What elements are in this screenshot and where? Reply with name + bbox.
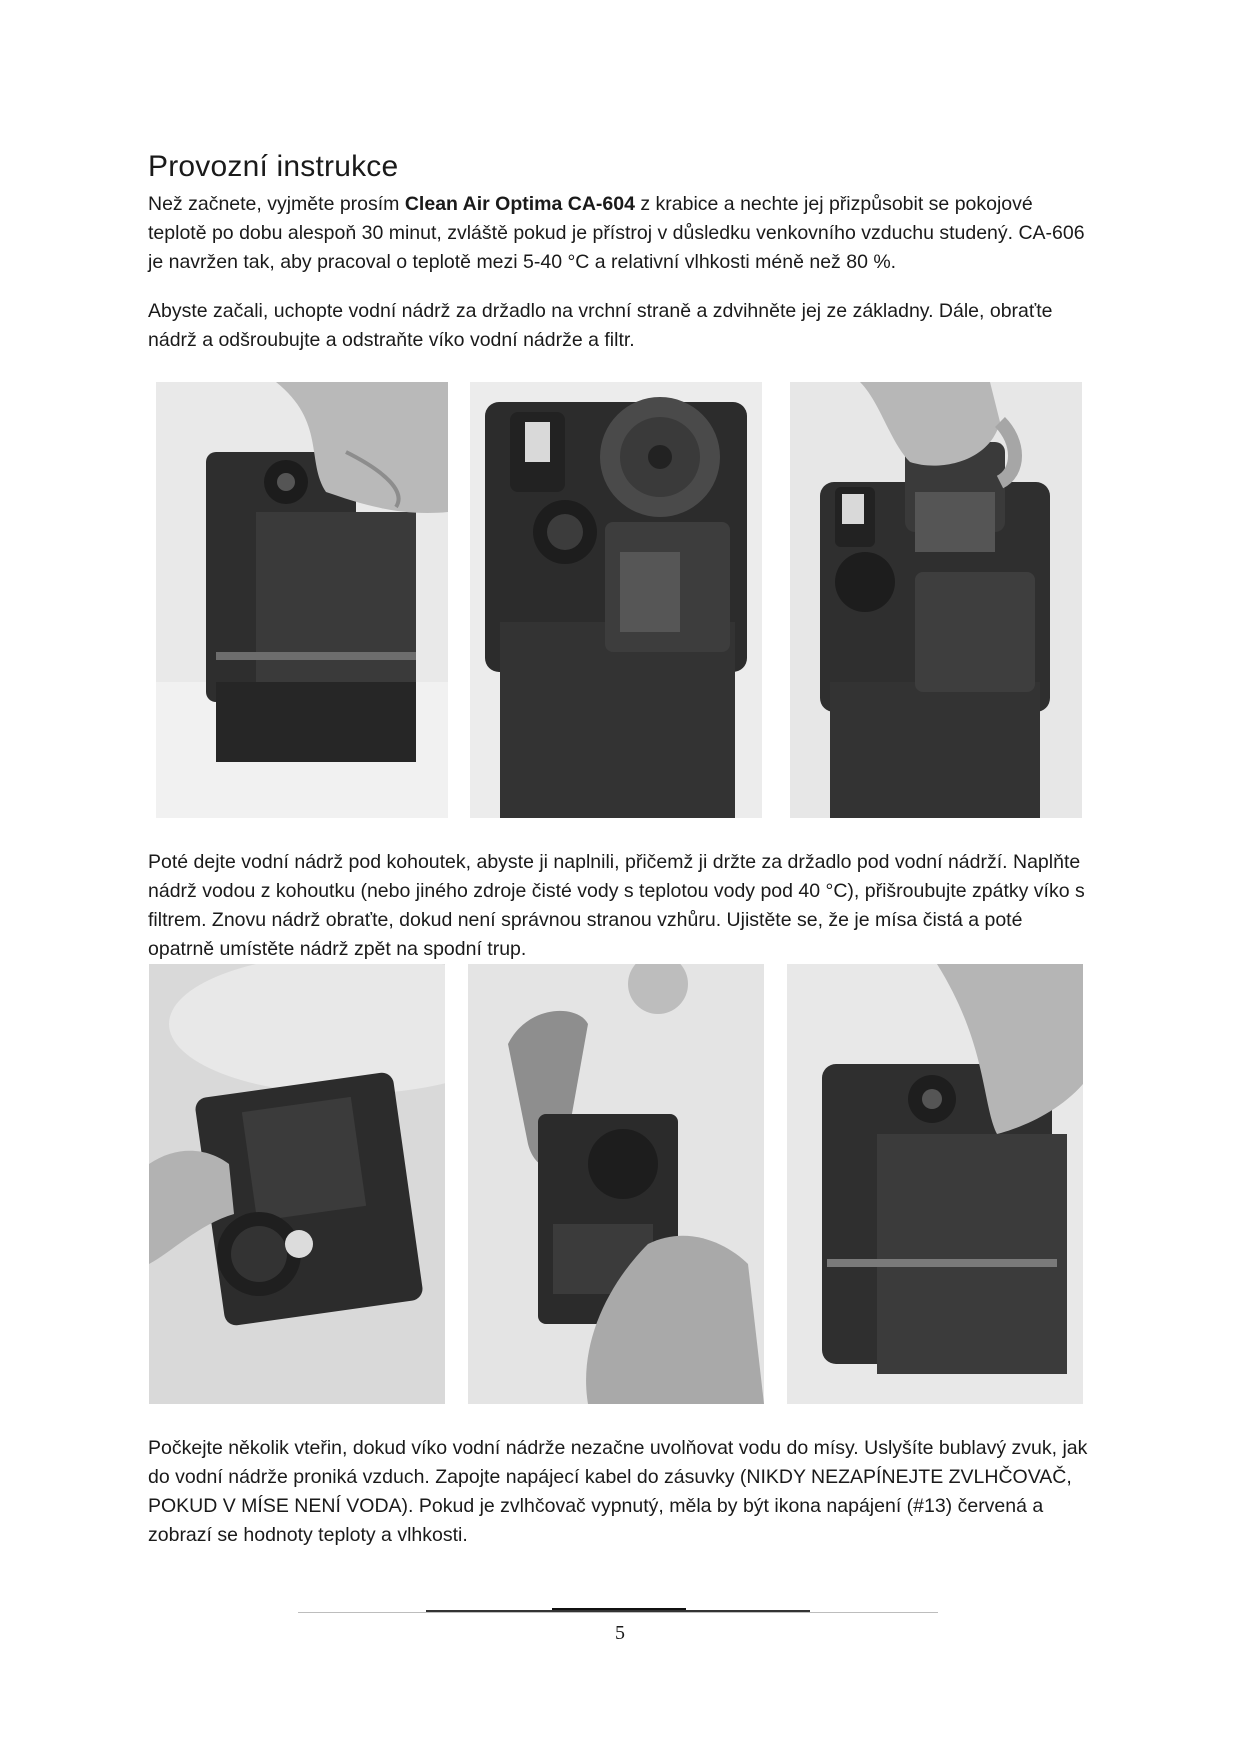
intro-text-before: Než začnete, vyjměte prosím xyxy=(148,193,405,215)
photo-filling-under-tap xyxy=(468,964,764,1404)
product-name: Clean Air Optima CA-604 xyxy=(404,193,635,215)
page-number: 5 xyxy=(615,1622,625,1644)
step-fill-tank-paragraph: Poté dejte vodní nádrž pod kohoutek, abyste ji naplnili, přičemž ji držte za držadlo pod vodní nádrží. Naplňte nádrž vodou z kohoutku (nebo jiného zdroje čisté vody s teplotou vody pod 40 °C), přišroubujte zpátky víko s filtrem. Znovu nádrž obraťte, dokud není správnou stranou vzhůru. Ujistěte se, že je mísa čistá a poté opatrně umístěte nádrž zpět na spodní trup. xyxy=(148,851,1085,960)
photo-tank-top-view xyxy=(470,382,762,818)
photo-placing-tank-back xyxy=(787,964,1083,1404)
footer-divider-center xyxy=(552,1608,686,1610)
photo-removing-lid xyxy=(790,382,1082,818)
photo-holding-tank-inverted xyxy=(149,964,445,1404)
intro-text-after: z krabice a nechte jej přizpůsobit se pokojové teplotě po dobu alespoň 30 minut, zvláště pokud je přístroj v důsledku venkovního vzduchu studený. CA-606 je navržen tak, aby pracoval o teplotě mezi 5-40 °C a relativní vlhkosti méně než 80 %. xyxy=(148,193,1085,273)
footer-divider-accent xyxy=(426,1610,810,1612)
step-connect-power-paragraph: Počkejte několik vteřin, dokud víko vodní nádrže nezačne uvolňovat vodu do mísy. Uslyšíte bublavý zvuk, jak do vodní nádrže proniká vzduch. Zapojte napájecí kabel do zásuvky (NIKDY NEZAPÍNEJTE ZVLHČOVAČ, POKUD V MÍSE NENÍ VODA). Pokud je zvlhčovač vypnutý, měla by být ikona napájení (#13) červená a zobrazí se hodnoty teploty a vlhkosti. xyxy=(148,1437,1088,1546)
page-heading: Provozní instrukce xyxy=(148,150,399,183)
intro-paragraph xyxy=(148,190,1088,277)
step-remove-tank-paragraph: Abyste začali, uchopte vodní nádrž za držadlo na vrchní straně a zdvihněte jej ze základny. Dále, obraťte nádrž a odšroubujte a odstraňte víko vodní nádrže a filtr. xyxy=(148,300,1053,351)
footer-divider xyxy=(298,1612,938,1613)
photo-lifting-tank xyxy=(156,382,448,818)
